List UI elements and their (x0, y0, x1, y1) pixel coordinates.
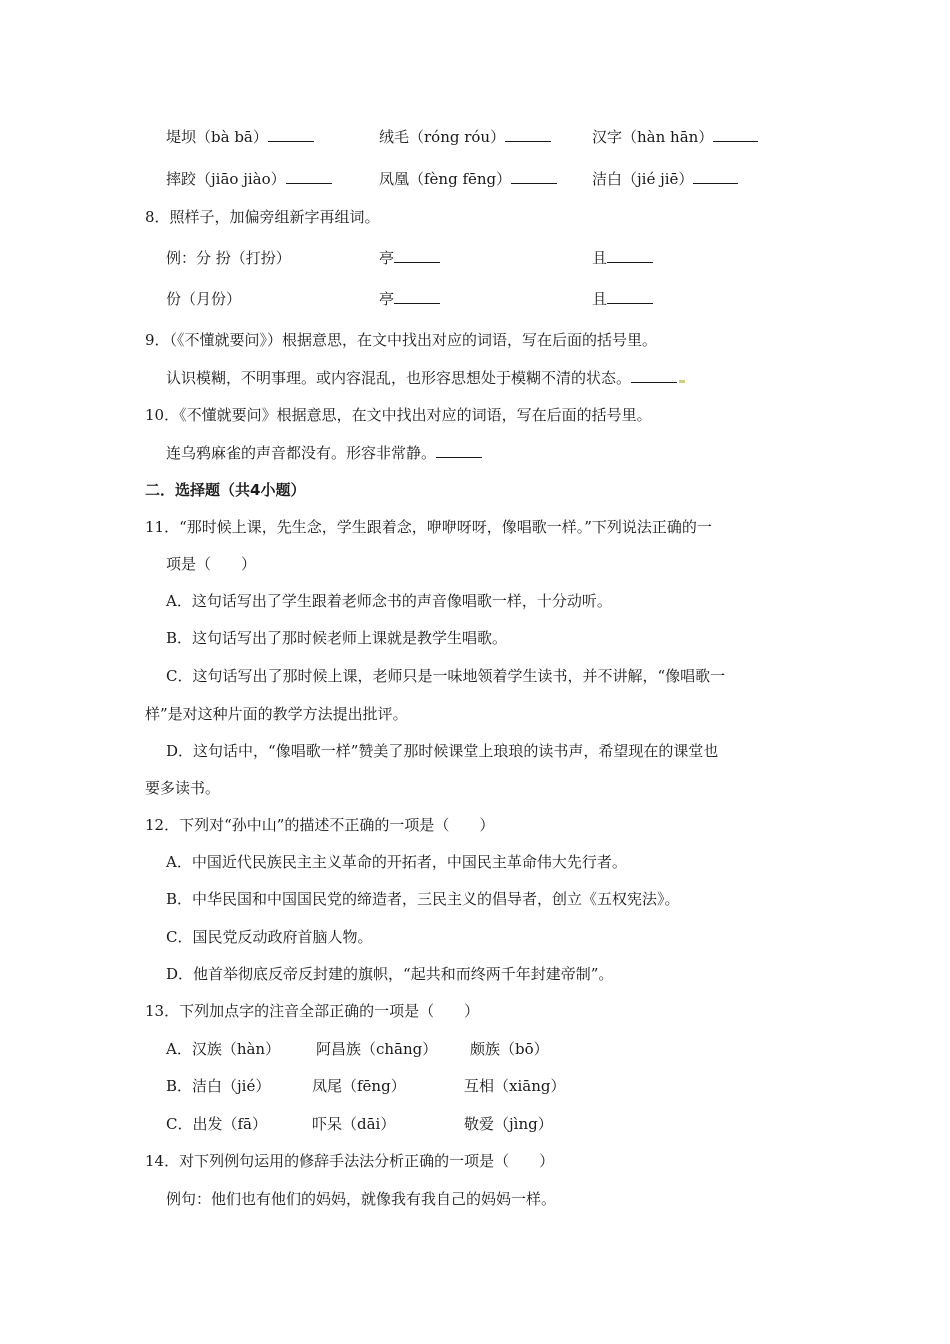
q12-option-d[interactable]: D．他首举彻底反帝反封建的旗帜，“起共和而终两千年封建帝制”。 (166, 965, 614, 983)
answer-blank[interactable] (511, 169, 557, 184)
q12-option-c[interactable]: C．国民党反动政府首脑人物。 (166, 928, 373, 946)
q9-text: 认识模糊，不明事理。或内容混乱，也形容思想处于模糊不清的状态。 (166, 368, 685, 388)
q11-stem: 11．“那时候上课，先生念，学生跟着念，咿咿呀呀，像唱歌一样。”下列说法正确的一 (145, 518, 712, 536)
q11-option-a[interactable]: A．这句话写出了学生跟着老师念书的声音像唱歌一样，十分动听。 (166, 592, 612, 610)
q7-item: 汉字（hàn hān） (592, 127, 758, 147)
q11-option-c-cont: 样”是对这种片面的教学方法提出批评。 (145, 705, 408, 723)
q8-item: 且 (592, 289, 653, 309)
section-heading: 二．选择题（共4小题） (145, 481, 306, 499)
q7-item: 洁白（jié jiē） (592, 169, 738, 189)
q11-option-c[interactable]: C．这句话写出了那时候上课，老师只是一味地领着学生读书，并不讲解，“像唱歌一 (166, 667, 726, 685)
q11-option-d[interactable]: D．这句话中，“像唱歌一样”赞美了那时候课堂上琅琅的读书声，希望现在的课堂也 (166, 742, 719, 760)
q8-item: 且 (592, 248, 653, 268)
answer-blank[interactable] (607, 248, 653, 263)
q11-stem-cont: 项是（ ） (166, 555, 257, 573)
q11-option-d-cont: 要多读书。 (145, 779, 221, 797)
q10-text: 连乌鸦麻雀的声音都没有。形容非常静。 (166, 443, 482, 463)
q12-option-a[interactable]: A．中国近代民族民主主义革命的开拓者，中国民主革命伟大先行者。 (166, 853, 627, 871)
q14-example: 例句：他们也有他们的妈妈，就像我有我自己的妈妈一样。 (166, 1190, 557, 1208)
q8-item: 亭 (379, 289, 440, 309)
q7-item: 堤坝（bà bā） (166, 127, 314, 147)
answer-blank[interactable] (394, 248, 440, 263)
q12-option-b[interactable]: B．中华民国和中国国民党的缔造者，三民主义的倡导者，创立《五权宪法》。 (166, 890, 680, 908)
q7-item: 凤凰（fèng fēng） (379, 169, 557, 189)
answer-blank[interactable] (607, 289, 653, 304)
q14-stem: 14．对下列例句运用的修辞手法法分析正确的一项是（ ） (145, 1152, 555, 1170)
q9-title: 9．（《不懂就要问》）根据意思，在文中找出对应的词语，写在后面的括号里。 (145, 331, 658, 349)
q12-stem: 12．下列对“孙中山”的描述不正确的一项是（ ） (145, 816, 495, 834)
q8-item: 亭 (379, 248, 440, 268)
q8-example: 例：分 扮（打扮） (166, 249, 291, 267)
answer-blank[interactable] (505, 127, 551, 142)
q8-title: 8．照样子，加偏旁组新字再组词。 (145, 208, 380, 226)
q11-option-b[interactable]: B．这句话写出了那时候老师上课就是教学生唱歌。 (166, 629, 508, 647)
q7-item: 摔跤（jiāo jiào） (166, 169, 332, 189)
highlight-mark (679, 380, 685, 383)
answer-blank[interactable] (436, 443, 482, 458)
answer-blank[interactable] (631, 368, 677, 383)
q10-title: 10．《不懂就要问》根据意思，在文中找出对应的词语，写在后面的括号里。 (145, 406, 652, 424)
answer-blank[interactable] (286, 169, 332, 184)
answer-blank[interactable] (268, 127, 314, 142)
q13-stem: 13．下列加点字的注音全部正确的一项是（ ） (145, 1002, 480, 1020)
answer-blank[interactable] (394, 289, 440, 304)
q7-item: 绒毛（róng róu） (379, 127, 551, 147)
answer-blank[interactable] (693, 169, 738, 184)
q8-example: 份（月份） (166, 290, 242, 308)
answer-blank[interactable] (713, 127, 758, 142)
